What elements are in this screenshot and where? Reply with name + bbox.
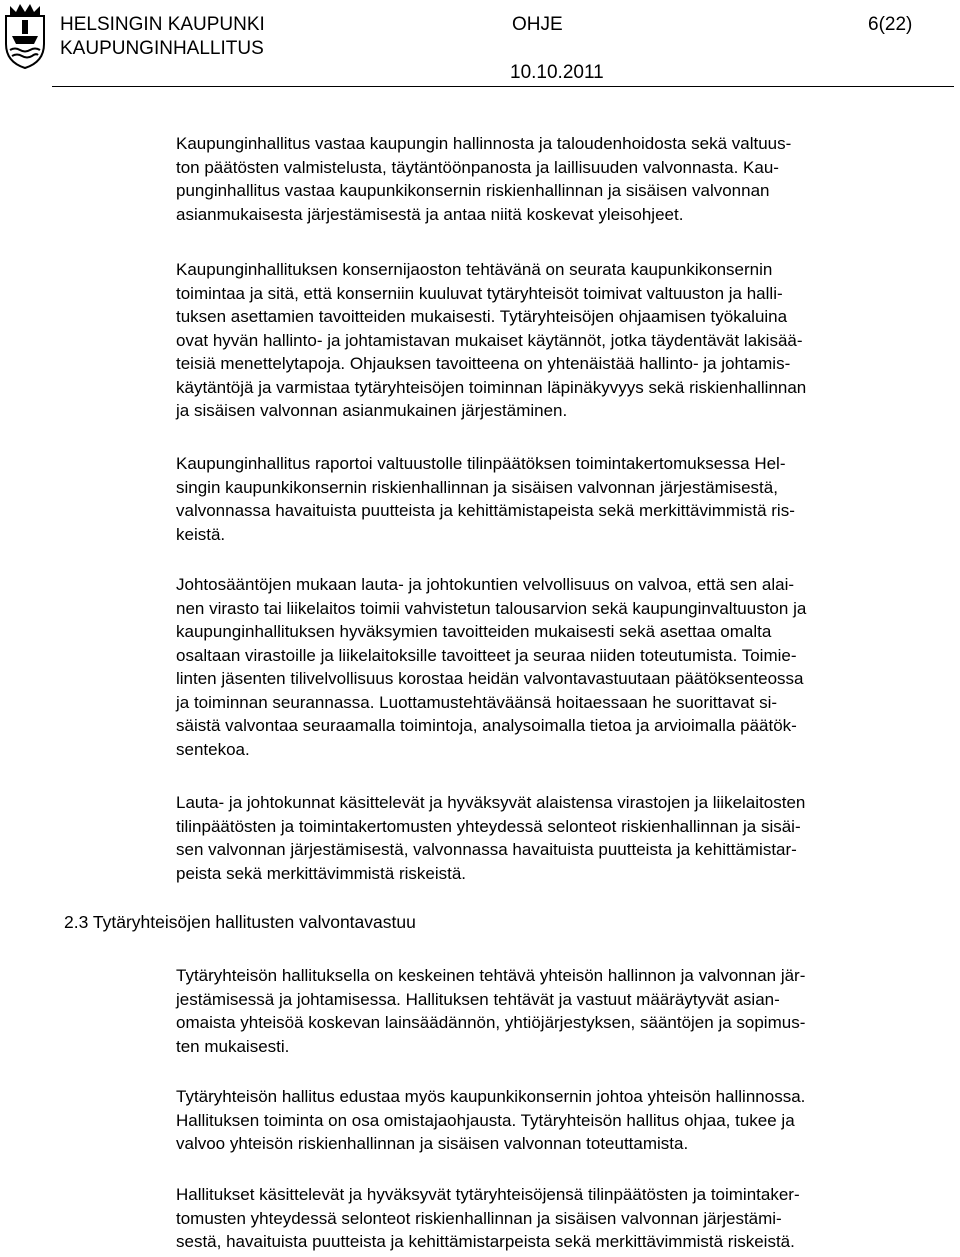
paragraph-1 <box>176 132 958 226</box>
text-line: ja toiminnan seurannassa. Luottamustehtäväänsä hoitaessaan he suorittavat si- <box>176 692 778 712</box>
section-heading: 2.3 Tytäryhteisöjen hallitusten valvontavastuu <box>64 912 416 932</box>
text-line: Johtosääntöjen mukaan lauta- ja johtokuntien velvollisuus on valvoa, että sen alai- <box>176 575 795 594</box>
text-line: ten mukaisesti. <box>176 1036 290 1056</box>
paragraph-3 <box>176 452 958 546</box>
text-line: punginhallitus vastaa kaupunkikonsernin riskienhallinnan ja sisäisen valvonnan <box>176 181 770 200</box>
text-line: käytäntöjä ja varmistaa tytäryhteisöjen toiminnan läpinäkyvyys sekä riskienhallinnan <box>176 377 807 397</box>
section-paragraph-3 <box>176 1183 958 1254</box>
text-line: ton päätösten valmistelusta, täytäntöönpanosta ja laillisuuden valvonnasta. Kau- <box>176 157 779 177</box>
text-line: toimintaa ja sitä, että konserniin kuuluvat tytäryhteisöt toimivat valtuuston ja halli- <box>176 283 783 303</box>
document-date: 10.10.2011 <box>510 62 604 83</box>
text-line: linten jäsenten tilivelvollisuus korostaa heidän valvontavastuutaan päätöksenteossa <box>176 669 804 688</box>
text-line: ovat hyvän hallinto- ja johtamistavan mukaiset käytännöt, jotka täydentävät lakisää- <box>176 330 803 350</box>
organization-name: HELSINGIN KAUPUNKI <box>60 14 265 35</box>
text-line: omaista yhteisöä koskevan lainsäädännön, yhtiöjärjestyksen, sääntöjen ja sopimus- <box>176 1013 806 1032</box>
text-line: sentekoa. <box>176 739 250 759</box>
text-line: asianmukaisesta järjestämisestä ja antaa niitä koskevat yleisohjeet. <box>176 204 684 224</box>
text-line: Hallituksen toiminta on osa omistajaohjausta. Tytäryhteisön hallitus ohjaa, tukee ja <box>176 1110 795 1130</box>
text-line: jestämisessä ja johtamisessa. Hallituksen tehtävät ja vastuut määräytyvät asian- <box>176 989 780 1009</box>
page-number: 6(22) <box>868 14 913 35</box>
text-line: säistä valvontaa seuraamalla toimintoja, analysoimalla tietoa ja arvioimalla päätök- <box>176 716 797 735</box>
text-line: Kaupunginhallitus vastaa kaupungin hallinnosta ja taloudenhoidosta sekä valtuus- <box>176 134 792 153</box>
text-line: Hallitukset käsittelevät ja hyväksyvät tytäryhteisöjensä tilinpäätösten ja toimintaker- <box>176 1185 800 1204</box>
text-line: Lauta- ja johtokunnat käsittelevät ja hyväksyvät alaistensa virastojen ja liikelaitosten <box>176 793 806 812</box>
text-line: sen valvonnan järjestämisestä, valvonnassa havaituista puutteista ja kehittämistar- <box>176 840 797 859</box>
text-line: Tytäryhteisön hallitus edustaa myös kaupunkikonsernin johtoa yhteisön hallinnossa. <box>176 1087 806 1106</box>
section-paragraph-1 <box>176 964 958 1058</box>
text-line: tomusten yhteydessä selonteot riskienhallinnan ja sisäisen valvonnan järjestämi- <box>176 1208 782 1228</box>
paragraph-5 <box>176 791 958 885</box>
text-line: Tytäryhteisön hallituksella on keskeinen tehtävä yhteisön hallinnon ja valvonnan jär- <box>176 966 806 985</box>
text-line: ja sisäisen valvonnan asianmukainen järjestäminen. <box>176 401 568 420</box>
document-type: OHJE <box>512 14 563 35</box>
paragraph-2 <box>176 258 958 423</box>
text-line: kaupunginhallituksen hyväksymien tavoitteiden mukaisesti sekä asettaa omalta <box>176 622 772 641</box>
text-line: Kaupunginhallitus raportoi valtuustolle tilinpäätöksen toimintakertomuksessa Hel- <box>176 454 786 473</box>
text-line: tilinpäätösten ja toimintakertomusten yhteydessä selonteot riskienhallinnan ja sisäi- <box>176 816 801 836</box>
text-line: Kaupunginhallituksen konsernijaoston tehtävänä on seurata kaupunkikonsernin <box>176 260 773 279</box>
text-line: osaltaan virastoille ja liikelaitoksille tavoitteet ja seuraa niiden toteutumista. Toimie- <box>176 645 797 665</box>
text-line: valvonnassa havaituista puutteista ja kehittämistapeista sekä merkittävimmistä ris- <box>176 501 795 520</box>
section-paragraph-2 <box>176 1085 958 1156</box>
paragraph-4 <box>176 573 958 761</box>
text-line: teisiä menettelytapoja. Ohjauksen tavoitteena on yhtenäistää hallinto- ja johtamis- <box>176 354 791 373</box>
header-divider <box>52 86 954 87</box>
text-line: tuksen asettamien tavoitteiden mukaisesti. Tytäryhteisöjen ohjaamisen työkaluina <box>176 307 788 326</box>
text-line: keistä. <box>176 524 226 544</box>
text-line: singin kaupunkikonsernin riskienhallinnan ja sisäisen valvonnan järjestämisestä, <box>176 477 778 497</box>
department-name: KAUPUNGINHALLITUS <box>60 38 264 59</box>
helsinki-crest-logo <box>2 0 48 70</box>
text-line: nen virasto tai liikelaitos toimii vahvistetun talousarvion sekä kaupunginvaltuuston ja <box>176 598 807 618</box>
text-line: peista sekä merkittävimmistä riskeistä. <box>176 863 467 883</box>
text-line: sestä, havaituista puutteista ja kehittämistarpeista sekä merkittävimmistä riskeistä. <box>176 1232 795 1251</box>
text-line: valvoo yhteisön riskienhallinnan ja sisäisen valvonnan toteuttamista. <box>176 1134 689 1153</box>
